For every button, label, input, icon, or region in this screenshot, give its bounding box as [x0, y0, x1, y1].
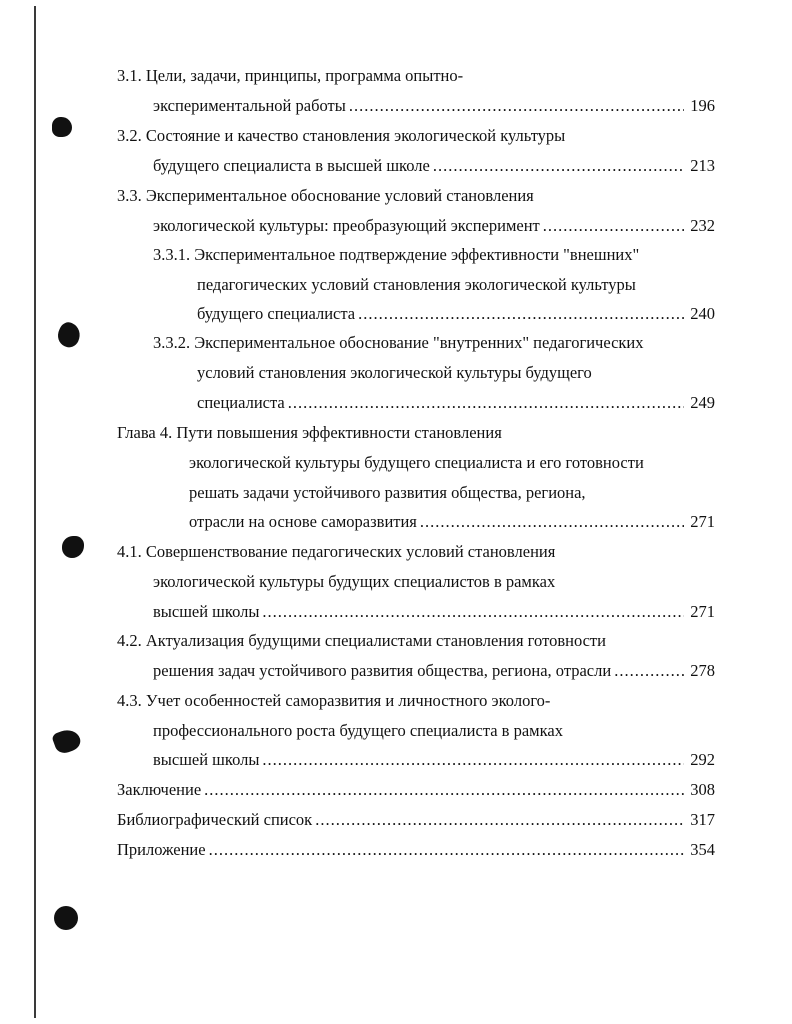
- toc-page-number: 271: [690, 512, 715, 531]
- toc-page-number: 308: [690, 780, 715, 799]
- leader-dots: [349, 96, 684, 116]
- toc-page-number: 278: [690, 661, 715, 680]
- toc-entry-title: высшей школы: [153, 750, 260, 769]
- leader-dots: [614, 661, 684, 681]
- scan-blot: [62, 536, 84, 558]
- toc-page-number: 240: [690, 304, 715, 323]
- toc-entry-title: Заключение: [117, 780, 202, 799]
- toc-entry-3-1[interactable]: [153, 96, 715, 116]
- leader-dots: [420, 512, 684, 532]
- scan-blot: [54, 319, 84, 350]
- leader-dots: [204, 780, 684, 800]
- toc-page-number: 317: [690, 810, 715, 829]
- leader-dots: [209, 840, 684, 860]
- toc-entry-title: высшей школы: [153, 602, 260, 621]
- toc-entry-title: экспериментальной работы: [153, 96, 346, 115]
- toc-entry-title: будущего специалиста в высшей школе: [153, 156, 430, 175]
- toc-heading-line: Глава 4. Пути повышения эффективности становления: [117, 423, 502, 442]
- scan-blot: [54, 906, 78, 930]
- toc-heading-line: 3.3.2. Экспериментальное обоснование "внутренних" педагогических: [153, 333, 644, 352]
- toc-page-number: 232: [690, 216, 715, 235]
- leader-dots: [262, 750, 684, 770]
- toc-heading-line: условий становления экологической культуры будущего: [197, 363, 592, 382]
- toc-heading-line: экологической культуры будущего специалиста и его готовности: [189, 453, 644, 472]
- toc-entry-title: отрасли на основе саморазвития: [189, 512, 417, 531]
- toc-entry-4-3[interactable]: [153, 750, 715, 770]
- toc-entry-3-3[interactable]: [153, 216, 715, 236]
- toc-entry-conclusion[interactable]: [117, 780, 715, 800]
- toc-page-number: 249: [690, 393, 715, 412]
- toc-entry-title: решения задач устойчивого развития общества, региона, отрасли: [153, 661, 612, 680]
- toc-page-number: 271: [690, 602, 715, 621]
- scan-blot: [51, 726, 83, 756]
- toc-entry-3-3-2[interactable]: [197, 393, 715, 413]
- leader-dots: [315, 810, 684, 830]
- toc-heading-line: педагогических условий становления экологической культуры: [197, 275, 636, 294]
- toc-entry-4-2[interactable]: [153, 661, 715, 681]
- toc-entry-title: Библиографический список: [117, 810, 313, 829]
- toc-entry-appendix[interactable]: [117, 840, 715, 860]
- toc-heading-line: 3.3. Экспериментальное обоснование условий становления: [117, 186, 534, 205]
- toc-heading-line: 4.2. Актуализация будущими специалистами становления готовности: [117, 631, 606, 650]
- scan-blot: [52, 117, 72, 137]
- toc-entry-chapter-4[interactable]: [189, 512, 715, 532]
- leader-dots: [543, 216, 684, 236]
- toc-entry-title: специалиста: [197, 393, 285, 412]
- scan-edge-line: [34, 6, 36, 1018]
- toc-page-number: 292: [690, 750, 715, 769]
- toc-heading-line: экологической культуры будущих специалистов в рамках: [153, 572, 556, 591]
- toc-entry-title: экологической культуры: преобразующий эксперимент: [153, 216, 540, 235]
- toc-heading-line: профессионального роста будущего специалиста в рамках: [153, 721, 563, 740]
- leader-dots: [262, 602, 684, 622]
- toc-entry-title: Приложение: [117, 840, 206, 859]
- leader-dots: [358, 304, 684, 324]
- toc-heading-line: 3.3.1. Экспериментальное подтверждение эффективности "внешних": [153, 245, 640, 264]
- toc-entry-3-3-1[interactable]: [197, 304, 715, 324]
- toc-heading-line: 4.3. Учет особенностей саморазвития и личностного эколого-: [117, 691, 551, 710]
- toc-heading-line: 3.1. Цели, задачи, принципы, программа опытно-: [117, 66, 464, 85]
- toc-page-number: 354: [690, 840, 715, 859]
- leader-dots: [433, 156, 684, 176]
- toc-entry-4-1[interactable]: [153, 602, 715, 622]
- toc-page-number: 196: [690, 96, 715, 115]
- toc-heading-line: 4.1. Совершенствование педагогических условий становления: [117, 542, 556, 561]
- toc-page-number: 213: [690, 156, 715, 175]
- toc-entry-bibliography[interactable]: [117, 810, 715, 830]
- toc-entry-3-2[interactable]: [153, 156, 715, 176]
- toc-heading-line: 3.2. Состояние и качество становления экологической культуры: [117, 126, 566, 145]
- toc-entry-title: будущего специалиста: [197, 304, 356, 323]
- leader-dots: [288, 393, 684, 413]
- toc-heading-line: решать задачи устойчивого развития общества, региона,: [189, 483, 586, 502]
